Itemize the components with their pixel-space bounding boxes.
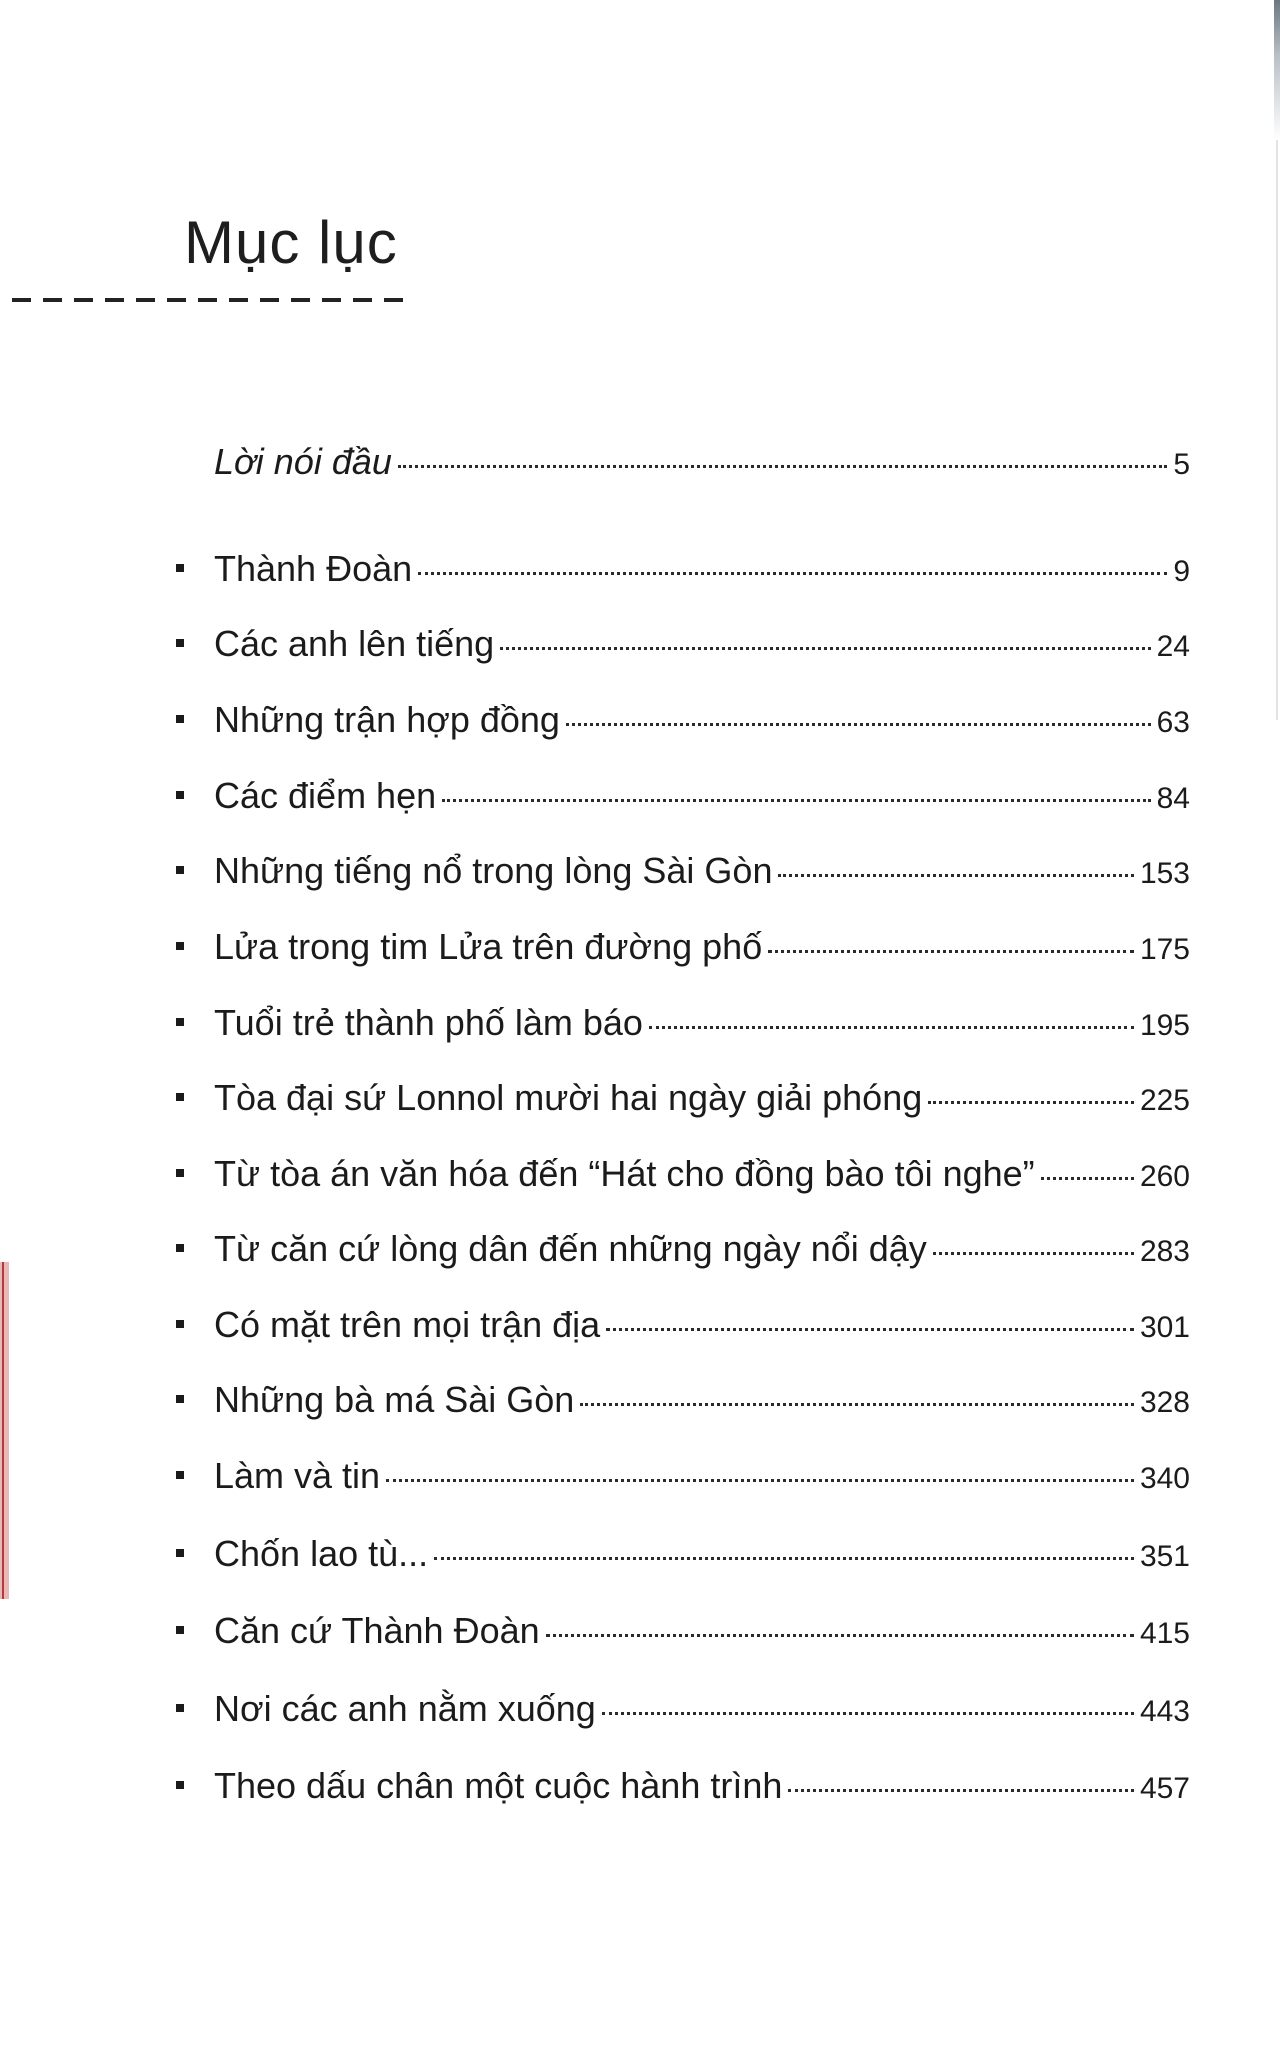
entry-title: Có mặt trên mọi trận địa: [214, 1304, 601, 1345]
dot-leader: [500, 647, 1150, 650]
page-title: Mục lục: [184, 209, 398, 276]
toc-entry[interactable]: [176, 1073, 1190, 1123]
entry-page-number: 195: [1139, 1009, 1190, 1042]
bullet-icon: [176, 564, 184, 572]
entry-title: Từ căn cứ lòng dân đến những ngày nổi dậy: [214, 1228, 927, 1269]
entry-page-number: 153: [1139, 857, 1190, 890]
toc-entry[interactable]: [176, 1149, 1190, 1199]
dot-leader: [649, 1026, 1134, 1029]
bullet-icon: [176, 715, 184, 723]
bullet-icon: [176, 866, 184, 874]
bullet-icon: [176, 1781, 184, 1789]
dot-leader: [778, 874, 1133, 877]
bullet-icon: [176, 1704, 184, 1712]
bullet-icon: [176, 942, 184, 950]
dot-leader: [788, 1789, 1134, 1792]
entry-title: Lời nói đầu: [214, 441, 392, 482]
toc-entry[interactable]: [176, 695, 1190, 745]
entry-title: Tuổi trẻ thành phố làm báo: [214, 1002, 643, 1043]
dot-leader: [434, 1557, 1134, 1560]
entry-title: Các anh lên tiếng: [214, 623, 495, 664]
toc-entry[interactable]: [176, 1300, 1190, 1350]
toc-entry[interactable]: [176, 771, 1190, 821]
bullet-icon: [176, 791, 184, 799]
entry-page-number: 63: [1156, 706, 1190, 739]
dot-leader: [933, 1252, 1134, 1255]
entry-title: Thành Đoàn: [214, 548, 413, 589]
page-edge-line: [1276, 140, 1278, 720]
toc-entry[interactable]: [176, 1529, 1190, 1579]
toc-entry[interactable]: [176, 1224, 1190, 1274]
toc-entry[interactable]: [176, 998, 1190, 1048]
entry-title: Những tiếng nổ trong lòng Sài Gòn: [214, 850, 773, 891]
bullet-icon: [176, 1549, 184, 1557]
dot-leader: [1041, 1177, 1134, 1180]
entry-title: Căn cứ Thành Đoàn: [214, 1610, 540, 1651]
toc-entry[interactable]: [176, 619, 1190, 669]
bullet-icon: [176, 639, 184, 647]
entry-page-number: 415: [1139, 1617, 1190, 1650]
bullet-icon: [176, 1018, 184, 1026]
entry-title: Lửa trong tim Lửa trên đường phố: [214, 926, 763, 967]
bullet-icon: [176, 1471, 184, 1479]
entry-title: Những bà má Sài Gòn: [214, 1379, 575, 1420]
toc-entry[interactable]: [176, 1606, 1190, 1656]
entry-page-number: 24: [1156, 630, 1190, 663]
toc-entry[interactable]: [176, 922, 1190, 972]
entry-page-number: 5: [1173, 448, 1190, 481]
dot-leader: [442, 799, 1151, 802]
dot-leader: [386, 1479, 1134, 1482]
entry-page-number: 225: [1139, 1084, 1190, 1117]
entry-page-number: 301: [1139, 1311, 1190, 1344]
bullet-icon: [176, 1320, 184, 1328]
title-dashed-rule: [12, 298, 406, 302]
entry-title: Từ tòa án văn hóa đến “Hát cho đồng bào tôi nghe”: [214, 1153, 1035, 1194]
entry-title: Tòa đại sứ Lonnol mười hai ngày giải phóng: [214, 1077, 923, 1118]
entry-page-number: 260: [1139, 1160, 1190, 1193]
dot-leader: [606, 1328, 1134, 1331]
dot-leader: [418, 572, 1167, 575]
toc-entry[interactable]: [176, 846, 1190, 896]
entry-title: Chốn lao tù...: [214, 1533, 429, 1574]
bullet-icon: [176, 457, 184, 465]
entry-page-number: 443: [1139, 1695, 1190, 1728]
toc-entry[interactable]: [176, 544, 1190, 594]
bullet-icon: [176, 1244, 184, 1252]
bullet-icon: [176, 1395, 184, 1403]
entry-page-number: 351: [1139, 1540, 1190, 1573]
page-edge-shadow: [1274, 0, 1280, 140]
dot-leader: [546, 1634, 1134, 1637]
dot-leader: [928, 1101, 1134, 1104]
entry-title: Làm và tin: [214, 1455, 381, 1496]
toc-entry-preface[interactable]: [176, 437, 1190, 487]
entry-page-number: 457: [1139, 1772, 1190, 1805]
dot-leader: [566, 723, 1151, 726]
toc-entry[interactable]: [176, 1761, 1190, 1811]
entry-page-number: 84: [1156, 782, 1190, 815]
toc-entry[interactable]: [176, 1684, 1190, 1734]
dot-leader: [768, 950, 1134, 953]
book-spine-edge: [0, 1262, 9, 1599]
toc-entry[interactable]: [176, 1451, 1190, 1501]
bullet-icon: [176, 1169, 184, 1177]
entry-page-number: 175: [1139, 933, 1190, 966]
entry-title: Nơi các anh nằm xuống: [214, 1688, 596, 1729]
toc-entry[interactable]: [176, 1375, 1190, 1425]
bullet-icon: [176, 1626, 184, 1634]
dot-leader: [580, 1403, 1134, 1406]
dot-leader: [602, 1712, 1134, 1715]
bullet-icon: [176, 1093, 184, 1101]
dot-leader: [398, 465, 1167, 468]
entry-title: Những trận hợp đồng: [214, 699, 560, 740]
entry-title: Theo dấu chân một cuộc hành trình: [214, 1765, 783, 1806]
entry-page-number: 340: [1139, 1462, 1190, 1495]
entry-page-number: 328: [1139, 1386, 1190, 1419]
entry-page-number: 9: [1173, 555, 1190, 588]
entry-title: Các điểm hẹn: [214, 775, 437, 816]
entry-page-number: 283: [1139, 1235, 1190, 1268]
